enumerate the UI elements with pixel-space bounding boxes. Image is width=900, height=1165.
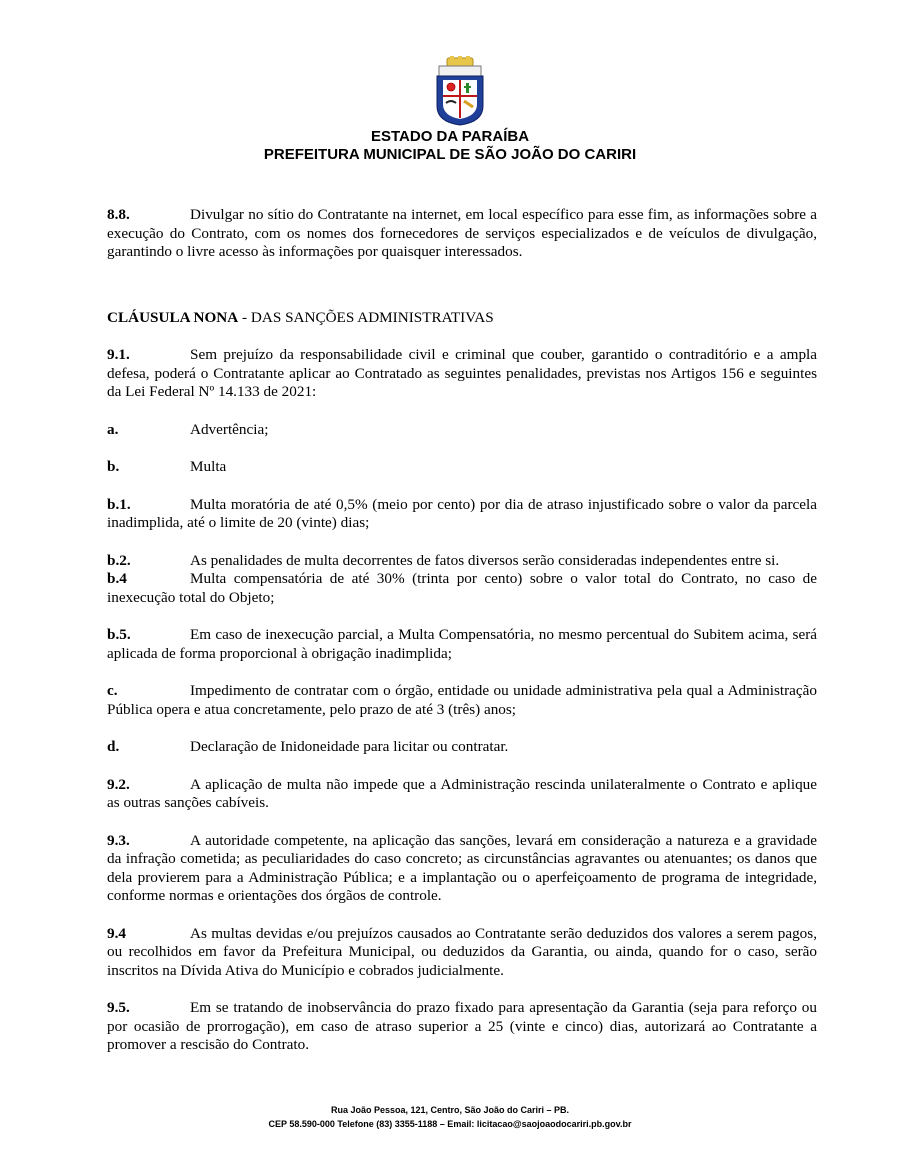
item-text: As multas devidas e/ou prejuízos causados ao Contratante serão deduzidos dos valores a serem pagos, ou recolhidos em favor da Prefeitura Municipal, ou deduzidos da Garantia, ou ainda, quando for o caso, serão inscritos na Dívida Ativa do Município e cobrados judicialmente. xyxy=(107,924,817,979)
item-number: 9.1. xyxy=(107,346,130,363)
item-text: Impedimento de contratar com o órgão, entidade ou unidade administrativa pela qual a Administração Pública opera e atua concretamente, pelo prazo de até 3 (três) anos; xyxy=(107,682,817,718)
item-number: b.2. xyxy=(107,551,131,569)
item-a xyxy=(107,421,817,440)
item-number: b. xyxy=(107,458,120,475)
item-text: A aplicação de multa não impede que a Administração rescinda unilateralmente o Contrato e aplique as outras sanções cabíveis. xyxy=(107,775,817,811)
coat-of-arms-icon xyxy=(431,56,489,126)
item-text: A autoridade competente, na aplicação das sanções, levará em consideração a natureza e a gravidade da infração cometida; as peculiaridades do caso concreto; as circunstâncias agravantes ou atenuantes; os danos que dela provierem para a Administração Pública; e a implantação ou o aperfeiçoamento de programa de integridade, conforme normas e orientações dos órgãos de controle. xyxy=(107,831,817,904)
item-text: Multa xyxy=(190,458,227,475)
item-number: 9.4 xyxy=(107,924,126,942)
item-number: c. xyxy=(107,682,118,699)
item-text: Em caso de inexecução parcial, a Multa Compensatória, no mesmo percentual do Subitem acima, será aplicada de forma proporcional à obrigação inadimplida; xyxy=(107,626,817,662)
item-text: Declaração de Inidoneidade para licitar ou contratar. xyxy=(190,738,509,755)
state-name: ESTADO DA PARAÍBA xyxy=(370,128,530,145)
item-text: Divulgar no sítio do Contratante na internet, em local específico para esse fim, as informações sobre a execução do Contrato, com os nomes dos fornecedores de serviços especializados e de veículos de divulgação, garantindo o livre acesso às informações por quaisquer interessados. xyxy=(107,206,817,260)
contract-body xyxy=(107,206,817,1055)
item-c xyxy=(107,682,817,719)
item-d xyxy=(107,738,817,757)
item-number: b.1. xyxy=(107,495,131,513)
footer-contact: CEP 58.590-000 Telefone (83) 3355-1188 – Email: licitacao@saojoaodocariri.pb.gov.br xyxy=(268,1119,632,1129)
item-number: 9.2. xyxy=(107,775,130,793)
item-number: 8.8. xyxy=(107,206,130,223)
item-number: 9.5. xyxy=(107,999,130,1016)
municipality-name: PREFEITURA MUNICIPAL DE SÃO JOÃO DO CARIRI xyxy=(263,146,637,163)
item-number: d. xyxy=(107,738,120,755)
item-9-1 xyxy=(107,346,817,402)
item-b-5 xyxy=(107,626,817,663)
item-b-1 xyxy=(107,496,817,533)
clause-heading xyxy=(107,309,817,328)
item-number: a. xyxy=(107,420,119,438)
item-text: Multa compensatória de até 30% (trinta por cento) sobre o valor total do Contrato, no caso de inexecução total do Objeto; xyxy=(107,570,817,606)
item-number: b.4 xyxy=(107,570,127,587)
item-b xyxy=(107,458,817,477)
item-9-4 xyxy=(107,925,817,981)
item-number: 9.3. xyxy=(107,831,130,849)
item-b-2 xyxy=(107,552,817,571)
item-text: Multa moratória de até 0,5% (meio por cento) por dia de atraso injustificado sobre o valor da parcela inadimplida, até o limite de 20 (vinte) dias; xyxy=(107,495,817,531)
item-text: Advertência; xyxy=(190,420,269,438)
item-b-4 xyxy=(107,570,817,607)
item-9-2 xyxy=(107,776,817,813)
clause-title: CLÁUSULA NONA xyxy=(107,308,239,326)
item-9-5 xyxy=(107,999,817,1055)
item-text: As penalidades de multa decorrentes de fatos diversos serão consideradas independentes entre si. xyxy=(190,551,780,569)
item-text: Sem prejuízo da responsabilidade civil e criminal que couber, garantido o contraditório e a ampla defesa, poderá o Contratante aplicar ao Contratado as seguintes penalidades, previstas nos Artigos 156 e seguintes da Lei Federal Nº 14.133 de 2021: xyxy=(107,346,817,400)
clause-subtitle: - DAS SANÇÕES ADMINISTRATIVAS xyxy=(238,308,494,326)
footer-address: Rua João Pessoa, 121, Centro, São João do Cariri – PB. xyxy=(330,1105,570,1115)
item-8-8 xyxy=(107,206,817,262)
item-text: Em se tratando de inobservância do prazo fixado para apresentação da Garantia (seja para reforço ou por ocasião de prorrogação), em caso de atraso superior a 25 (vinte e cinco) dias, autorizará ao Contratante a promover a rescisão do Contrato. xyxy=(107,999,817,1053)
item-number: b.5. xyxy=(107,626,131,643)
item-9-3 xyxy=(107,832,817,906)
